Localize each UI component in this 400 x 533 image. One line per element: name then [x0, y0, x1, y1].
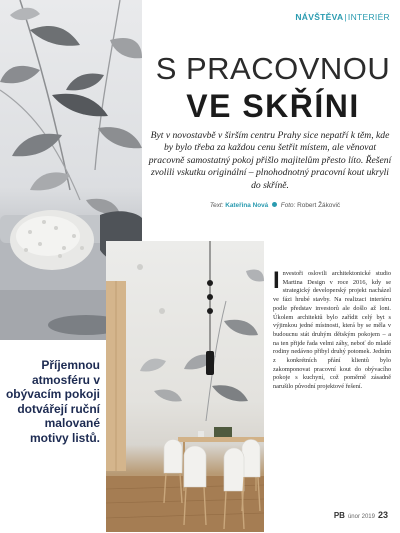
credit-dot-icon	[272, 202, 277, 207]
section-header	[295, 12, 390, 22]
pull-quote: Příjemnou atmosféru v obývacím pokoji dotvářejí ruční malované motivy listů.	[5, 358, 100, 445]
body-paragraph: nvestoři oslovili architektonické studio Martina Design v roce 2016, kdy se strategický developerský projekt nacházel ve fázi hrubé stavby. Na realizaci interiéru podle představ investorů ale došlo až loni. Úkolem architektů bylo zařídit celý byt s výjimkou jedné místnosti, která by se měla v budoucnu stát druhým dětským pokojem – a na ten přijde řada velmi záhy, neboť do mladé rodiny nedávno přibyl druhý potomek. Jedním z konkrétních přání klientů bylo zakomponovat pracovní kout do obývacího pokoje s kuchyní, což poměrně zásadně narušilo původní projektové řešení.	[273, 270, 391, 391]
page-number: 23	[377, 510, 388, 520]
magazine-logo: PB	[333, 511, 345, 520]
article-body	[273, 267, 391, 392]
author-name: Kateřina Nová	[225, 202, 269, 209]
article-lead: Byt v novostavbě v širším centru Prahy sice nepatří k těm, kde by bylo třeba za každou cenu šetřit místem, ale věnovat pracovně samostatný pokoj přišlo majitelům přesto líto. Řešení zvolili vskutku originální – plnohodnotný pracovní kout ukryli do skříně.	[148, 130, 392, 191]
text-credit-label: Text:	[209, 202, 224, 209]
dining-illustration	[106, 241, 264, 532]
section-label: NÁVŠTĚVA	[295, 12, 344, 22]
page-footer	[334, 505, 388, 523]
section-separator: |	[344, 12, 347, 22]
subsection-label: INTERIÉR	[347, 12, 390, 22]
photographer-name: Robert Žákovič	[297, 202, 341, 209]
photo-credit-label: Foto:	[280, 202, 296, 209]
article-credits	[160, 202, 390, 209]
article-title-line1: S PRACOVNOU	[155, 51, 391, 86]
article-title-line2: VE SKŘÍNI	[186, 88, 360, 124]
photo-dining-area	[106, 241, 264, 532]
body-dropcap: I	[273, 267, 280, 294]
issue-date: únor 2019	[347, 514, 375, 520]
